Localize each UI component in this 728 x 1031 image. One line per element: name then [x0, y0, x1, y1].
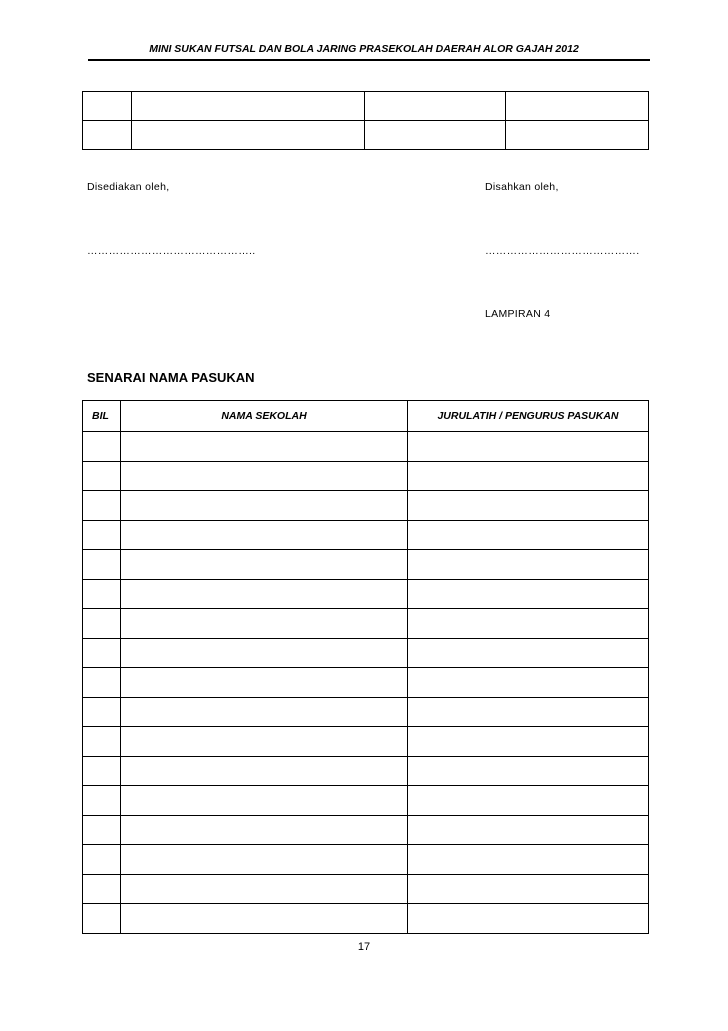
table-cell [408, 756, 649, 786]
table-cell [121, 874, 408, 904]
top-table [82, 91, 649, 150]
table-cell [408, 727, 649, 757]
table-cell [121, 491, 408, 521]
table-cell [83, 520, 121, 550]
table-cell [83, 756, 121, 786]
table-cell [83, 432, 121, 462]
table-cell [83, 786, 121, 816]
attachment-label: LAMPIRAN 4 [485, 308, 551, 320]
table-row [83, 461, 649, 491]
table-cell [121, 550, 408, 580]
prepared-by-signature-line: ……………………………………….. [87, 245, 256, 257]
table-cell [83, 461, 121, 491]
table-cell [408, 874, 649, 904]
table-cell [121, 727, 408, 757]
table-cell [121, 638, 408, 668]
table-cell [365, 121, 506, 150]
table-row [83, 579, 649, 609]
header-nama-sekolah: NAMA SEKOLAH [121, 401, 408, 432]
table-cell [83, 874, 121, 904]
table-cell [83, 491, 121, 521]
table-cell [121, 668, 408, 698]
table-cell [83, 904, 121, 934]
table-cell [83, 638, 121, 668]
table-row [83, 727, 649, 757]
team-table-header-row [83, 401, 649, 432]
table-cell [83, 815, 121, 845]
table-cell [121, 697, 408, 727]
header-bil: BIL [83, 401, 121, 432]
table-cell [408, 697, 649, 727]
table-cell [121, 786, 408, 816]
approved-by-label: Disahkan oleh, [485, 181, 559, 193]
table-row [83, 520, 649, 550]
table-cell [83, 845, 121, 875]
prepared-by-label: Disediakan oleh, [87, 181, 170, 193]
table-cell [408, 815, 649, 845]
table-row [83, 697, 649, 727]
table-row [83, 874, 649, 904]
table-cell [408, 550, 649, 580]
page-number: 17 [357, 941, 371, 953]
table-cell [408, 520, 649, 550]
table-cell [408, 668, 649, 698]
table-row [83, 550, 649, 580]
team-list-table [82, 400, 649, 934]
table-cell [132, 92, 365, 121]
table-cell [408, 432, 649, 462]
table-cell [83, 121, 132, 150]
table-cell [83, 550, 121, 580]
table-cell [83, 697, 121, 727]
table-cell [408, 904, 649, 934]
header-rule [88, 59, 650, 61]
top-table-row [83, 121, 649, 150]
section-title: SENARAI NAMA PASUKAN [87, 370, 255, 385]
table-cell [365, 92, 506, 121]
table-cell [121, 845, 408, 875]
table-cell [408, 638, 649, 668]
approved-by-signature-line: ……………………………………. [485, 245, 640, 257]
table-cell [121, 461, 408, 491]
table-cell [83, 609, 121, 639]
table-cell [408, 491, 649, 521]
header-jurulatih: JURULATIH / PENGURUS PASUKAN [408, 401, 649, 432]
table-cell [408, 461, 649, 491]
table-cell [83, 579, 121, 609]
table-row [83, 845, 649, 875]
table-cell [83, 727, 121, 757]
table-cell [121, 432, 408, 462]
table-row [83, 609, 649, 639]
table-cell [132, 121, 365, 150]
table-cell [121, 609, 408, 639]
table-cell [121, 520, 408, 550]
table-row [83, 756, 649, 786]
table-cell [408, 579, 649, 609]
table-row [83, 904, 649, 934]
table-row [83, 786, 649, 816]
table-cell [83, 668, 121, 698]
table-row [83, 432, 649, 462]
table-cell [83, 92, 132, 121]
table-cell [506, 121, 649, 150]
table-row [83, 668, 649, 698]
table-row [83, 638, 649, 668]
table-cell [121, 579, 408, 609]
table-cell [121, 904, 408, 934]
table-cell [408, 845, 649, 875]
table-cell [506, 92, 649, 121]
table-cell [408, 609, 649, 639]
table-row [83, 491, 649, 521]
table-cell [121, 815, 408, 845]
table-row [83, 815, 649, 845]
document-header-title: MINI SUKAN FUTSAL DAN BOLA JARING PRASEKOLAH DAERAH ALOR GAJAH 2012 [149, 43, 579, 55]
top-table-row [83, 92, 649, 121]
table-cell [408, 786, 649, 816]
table-cell [121, 756, 408, 786]
